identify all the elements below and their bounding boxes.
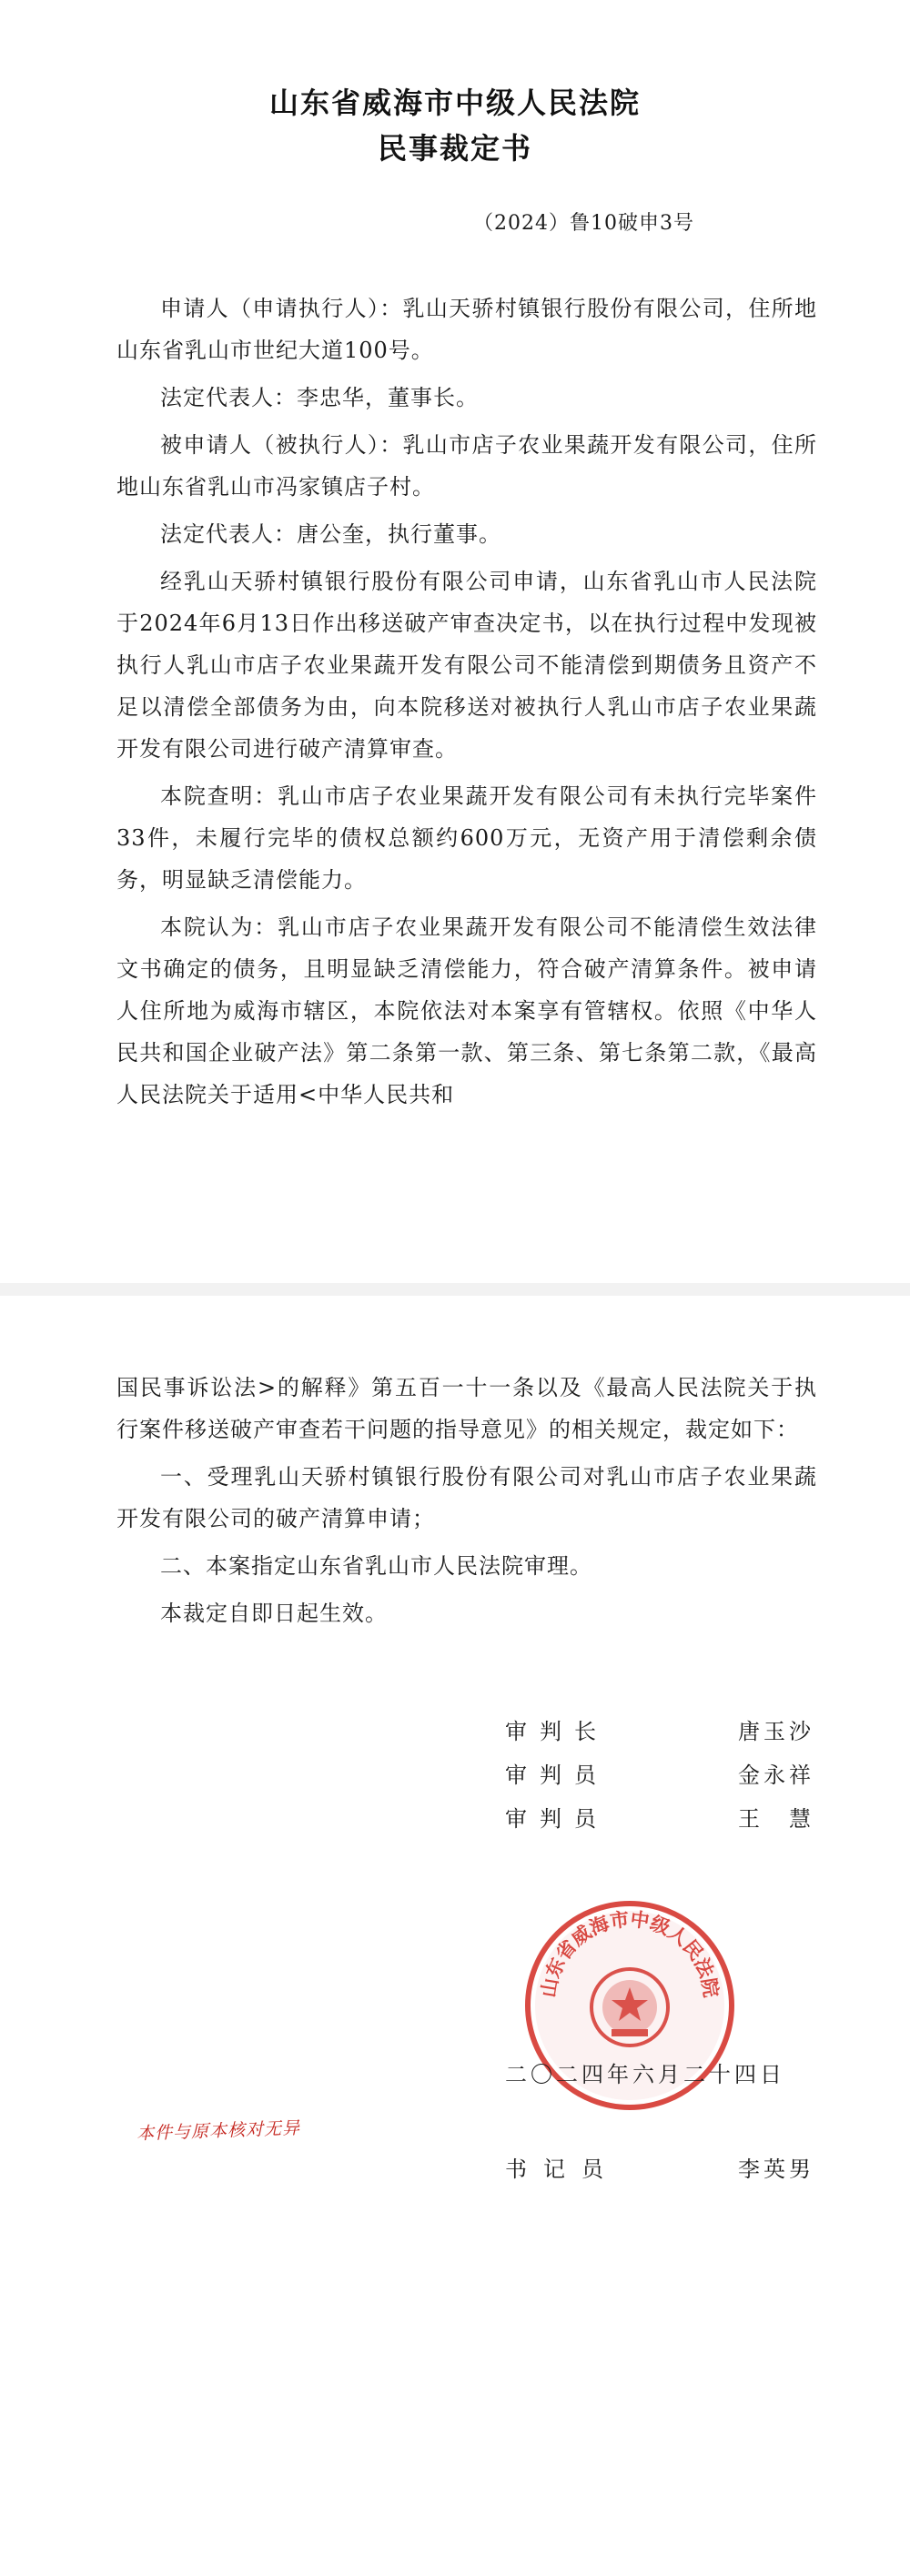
seal-text: 山东省威海市中级人民法院 (536, 1907, 723, 1999)
judge-role: 审判长 (505, 1719, 609, 1744)
paragraph-respondent: 被申请人（被执行人）：乳山市店子农业果蔬开发有限公司，住所地山东省乳山市冯家镇店子村。 (116, 432, 817, 500)
clerk-row (505, 2151, 814, 2183)
paragraph-legal-basis: 国民事诉讼法>的解释》第五百一十一条以及《最高人民法院关于执行案件移送破产审查若干问题的指导意见》的相关规定，裁定如下： (116, 1375, 817, 1442)
paragraph-ruling-1: 一、受理乳山天骄村镇银行股份有限公司对乳山市店子农业果蔬开发有限公司的破产清算申请； (116, 1464, 817, 1531)
paragraph-effective: 本裁定自即日起生效。 (160, 1601, 388, 1626)
judges-panel (505, 1710, 814, 1841)
judge-name: 唐玉沙 (738, 1719, 814, 1744)
paragraph-respondent-representative: 法定代表人：唐公奎，执行董事。 (160, 521, 501, 547)
paragraph-applicant: 申请人（申请执行人）：乳山天骄村镇银行股份有限公司，住所地山东省乳山市世纪大道100号。 (116, 296, 817, 363)
certification-stamp: 本件与原本核对无异 (136, 2117, 301, 2145)
paragraph-findings: 本院查明：乳山市店子农业果蔬开发有限公司有未执行完毕案件33件，未履行完毕的债权总额约600万元，无资产用于清偿剩余债务，明显缺乏清偿能力。 (116, 783, 817, 893)
paragraph-applicant-representative: 法定代表人：李忠华，董事长。 (160, 385, 479, 410)
body-text-page-2 (116, 1367, 817, 1640)
clerk-name: 李英男 (738, 2157, 814, 2182)
paragraph-ruling-2: 二、本案指定山东省乳山市人民法院审理。 (160, 1553, 592, 1579)
judge-row (505, 1797, 814, 1841)
court-title: 山东省威海市中级人民法院 (268, 86, 641, 120)
paragraph-background: 经乳山天骄村镇银行股份有限公司申请，山东省乳山市人民法院于2024年6月13日作出移送破产审查决定书，以在执行过程中发现被执行人乳山市店子农业果蔬开发有限公司不能清偿到期债务且资产不足以清偿全部债务为由，向本院移送对被执行人乳山市店子农业果蔬开发有限公司进行破产清算审查。 (116, 569, 817, 762)
document-page-2 (0, 1296, 910, 2576)
judge-row (505, 1753, 814, 1797)
case-number: （2024）鲁10破申3号 (473, 212, 694, 235)
document-page-1 (0, 0, 910, 1283)
judge-name: 王 慧 (738, 1806, 814, 1832)
body-text-page-1 (116, 288, 817, 1121)
judge-name: 金永祥 (738, 1763, 814, 1788)
paragraph-opinion: 本院认为：乳山市店子农业果蔬开发有限公司不能清偿生效法律文书确定的债务，且明显缺乏清偿能力，符合破产清算条件。被申请人住所地为威海市辖区，本院依法对本案享有管辖权。依照《中华人民共和国企业破产法》第二条第一款、第三条、第七条第二款，《最高人民法院关于适用<中华人民共和 (116, 914, 817, 1107)
judge-role: 审判员 (505, 1763, 609, 1788)
judge-role: 审判员 (505, 1806, 609, 1832)
ruling-date: 二〇二四年六月二十四日 (505, 2062, 785, 2087)
judge-row (505, 1710, 814, 1753)
national-emblem-icon (592, 1969, 668, 2046)
clerk-role: 书记员 (505, 2157, 620, 2182)
document-type: 民事裁定书 (377, 131, 532, 166)
